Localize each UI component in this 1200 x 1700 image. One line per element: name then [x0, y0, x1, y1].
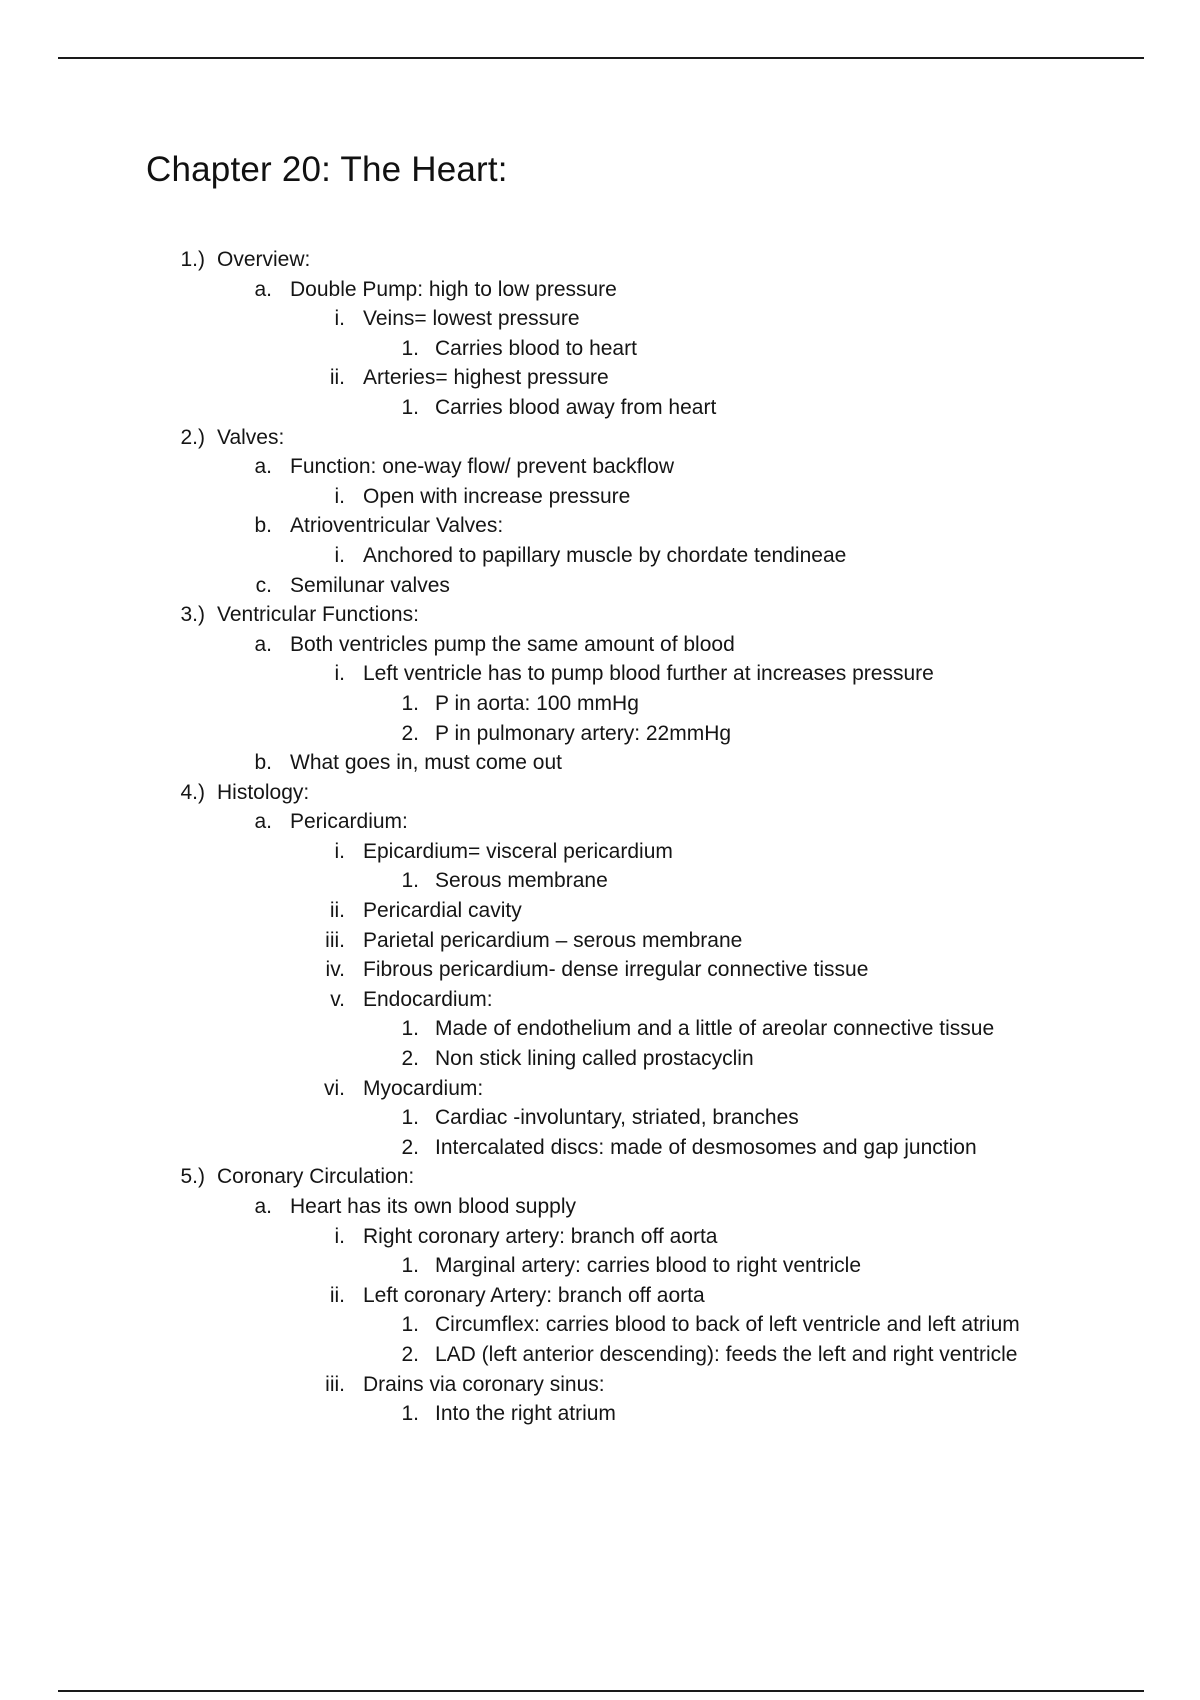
outline-item-marker: vi.	[324, 1076, 345, 1100]
outline-item-marker: iii.	[325, 1372, 345, 1396]
outline-item-marker: i.	[334, 484, 345, 508]
outline-item-level-2	[0, 926, 1200, 956]
outline-item-marker: ii.	[329, 899, 345, 923]
outline-item-marker: 1.	[401, 691, 419, 715]
outline-item-text: Ventricular Functions:	[217, 603, 419, 627]
outline-item-text: Atrioventricular Valves:	[290, 514, 504, 538]
outline-item-marker: 2.	[401, 1047, 419, 1071]
outline-item-text: Carries blood to heart	[435, 336, 637, 360]
outline-item-text: Anchored to papillary muscle by chordate tendineae	[363, 543, 847, 567]
outline-item-text: What goes in, must come out	[290, 751, 562, 775]
outline-item-marker: i.	[334, 307, 345, 331]
outline-item-text: Intercalated discs: made of desmosomes and gap junction	[435, 1135, 977, 1159]
outline-item-level-2	[0, 304, 1200, 334]
page-title: Chapter 20: The Heart:	[146, 150, 508, 189]
outline-item-marker: 1.	[401, 1254, 419, 1278]
outline-item-marker: c.	[255, 573, 272, 597]
outline-item-level-3	[0, 1044, 1200, 1074]
outline-item-text: Made of endothelium and a little of areolar connective tissue	[435, 1017, 995, 1041]
outline-item-text: Double Pump: high to low pressure	[290, 277, 617, 301]
outline-item-marker: 1.	[401, 395, 419, 419]
footer-rule	[58, 1690, 1144, 1692]
outline-item-text: Heart has its own blood supply	[290, 1195, 576, 1218]
outline-item-text: Parietal pericardium – serous membrane	[363, 928, 743, 952]
outline-item-marker: 5.)	[180, 1165, 205, 1189]
outline-item-level-1	[0, 571, 1200, 601]
outline-item-marker: 3.)	[180, 603, 205, 627]
outline-item-level-0	[0, 778, 1200, 808]
outline-item-marker: b.	[254, 514, 272, 538]
outline-item-level-2	[0, 1222, 1200, 1252]
outline-item-text: P in pulmonary artery: 22mmHg	[435, 721, 732, 745]
outline-item-marker: 1.	[401, 336, 419, 360]
outline-item-marker: ii.	[329, 366, 345, 390]
outline-item-level-3	[0, 866, 1200, 896]
outline-item-level-0	[0, 1162, 1200, 1192]
outline-item-level-0	[0, 245, 1200, 275]
outline-item-level-1	[0, 807, 1200, 837]
outline-item-text: P in aorta: 100 mmHg	[435, 691, 639, 715]
outline-item-level-2	[0, 985, 1200, 1015]
outline-item-level-0	[0, 600, 1200, 630]
outline-item-marker: i.	[334, 1224, 345, 1248]
outline-item-marker: 1.	[401, 1402, 419, 1426]
outline-item-text: Epicardium= visceral pericardium	[363, 839, 673, 863]
outline-item-text: Serous membrane	[435, 869, 608, 893]
outline-item-level-2	[0, 1281, 1200, 1311]
outline-item-level-1	[0, 630, 1200, 660]
outline-item-level-1	[0, 452, 1200, 482]
outline-item-marker: iv.	[325, 958, 345, 982]
header-rule	[58, 57, 1144, 59]
outline-item-level-3	[0, 1133, 1200, 1163]
outline-item-marker: b.	[254, 751, 272, 775]
outline-item-level-2	[0, 955, 1200, 985]
outline-item-text: Arteries= highest pressure	[363, 366, 609, 390]
outline-item-marker: 1.	[401, 1313, 419, 1337]
outline-item-level-0	[0, 423, 1200, 453]
outline-item-text: Non stick lining called prostacyclin	[435, 1047, 754, 1071]
outline-item-text: Semilunar valves	[290, 573, 450, 597]
outline-item-text: LAD (left anterior descending): feeds the left and right ventricle	[435, 1342, 1018, 1366]
outline-item-text: Veins= lowest pressure	[363, 307, 580, 331]
outline-item-level-1	[0, 511, 1200, 541]
outline-item-level-2	[0, 896, 1200, 926]
outline-item-marker: i.	[334, 543, 345, 567]
outline-item-level-2	[0, 837, 1200, 867]
outline-item-marker: a.	[254, 632, 272, 656]
outline-item-marker: i.	[334, 839, 345, 863]
outline-item-level-3	[0, 689, 1200, 719]
outline-item-text: Into the right atrium	[435, 1402, 616, 1426]
outline-item-text: Carries blood away from heart	[435, 395, 717, 419]
outline-item-level-2	[0, 1370, 1200, 1400]
outline-item-marker: 2.	[401, 721, 419, 745]
outline-item-text: Valves:	[217, 425, 285, 449]
outline-item-text: Fibrous pericardium- dense irregular connective tissue	[363, 958, 869, 982]
outline-item-text: Open with increase pressure	[363, 484, 631, 508]
outline-item-marker: 1.	[401, 1106, 419, 1130]
outline-item-marker: a.	[254, 810, 272, 834]
outline-item-level-3	[0, 1310, 1200, 1340]
outline-item-text: Drains via coronary sinus:	[363, 1372, 605, 1396]
outline-item-level-1	[0, 1192, 1200, 1222]
outline-item-level-3	[0, 1399, 1200, 1429]
outline-item-level-3	[0, 1014, 1200, 1044]
outline-item-marker: ii.	[329, 1283, 345, 1307]
outline-item-text: Right coronary artery: branch off aorta	[363, 1224, 718, 1248]
outline-item-level-2	[0, 482, 1200, 512]
outline-item-marker: a.	[254, 1195, 272, 1218]
outline-item-text: Pericardium:	[290, 810, 408, 834]
outline-item-text: Left coronary Artery: branch off aorta	[363, 1283, 705, 1307]
outline-item-level-1	[0, 275, 1200, 305]
outline-item-level-3	[0, 719, 1200, 749]
outline-item-text: Function: one-way flow/ prevent backflow	[290, 455, 675, 479]
outline-item-marker: v.	[330, 987, 345, 1011]
outline-item-level-3	[0, 1103, 1200, 1133]
outline-item-text: Overview:	[217, 248, 311, 271]
outline-item-marker: 2.)	[180, 425, 205, 449]
outline-item-marker: i.	[334, 662, 345, 686]
outline-item-marker: 4.)	[180, 780, 205, 804]
outline-item-text: Endocardium:	[363, 987, 493, 1011]
outline-item-marker: 1.	[401, 1017, 419, 1041]
outline-item-marker: a.	[254, 277, 272, 301]
outline-item-text: Pericardial cavity	[363, 899, 522, 923]
outline-item-marker: 1.)	[180, 248, 205, 271]
outline-item-marker: 2.	[401, 1135, 419, 1159]
outline-item-marker: 1.	[401, 869, 419, 893]
outline-item-marker: 2.	[401, 1342, 419, 1366]
outline-item-marker: a.	[254, 455, 272, 479]
outline-item-text: Both ventricles pump the same amount of blood	[290, 632, 735, 656]
outline-item-text: Marginal artery: carries blood to right ventricle	[435, 1254, 862, 1278]
outline-item-text: Circumflex: carries blood to back of left ventricle and left atrium	[435, 1313, 1020, 1337]
outline-item-level-3	[0, 1251, 1200, 1281]
outline-item-level-3	[0, 393, 1200, 423]
outline-item-level-1	[0, 748, 1200, 778]
outline-list	[0, 245, 1200, 1429]
outline-item-text: Histology:	[217, 780, 310, 804]
outline-item-level-2	[0, 363, 1200, 393]
outline-item-level-2	[0, 659, 1200, 689]
outline-item-text: Left ventricle has to pump blood further at increases pressure	[363, 662, 934, 686]
outline-item-level-2	[0, 541, 1200, 571]
outline-item-text: Myocardium:	[363, 1076, 484, 1100]
outline-item-level-2	[0, 1074, 1200, 1104]
outline-item-level-3	[0, 334, 1200, 364]
outline-item-text: Coronary Circulation:	[217, 1165, 415, 1189]
outline-item-marker: iii.	[325, 928, 345, 952]
outline-item-text: Cardiac -involuntary, striated, branches	[435, 1106, 799, 1130]
outline-item-level-3	[0, 1340, 1200, 1370]
